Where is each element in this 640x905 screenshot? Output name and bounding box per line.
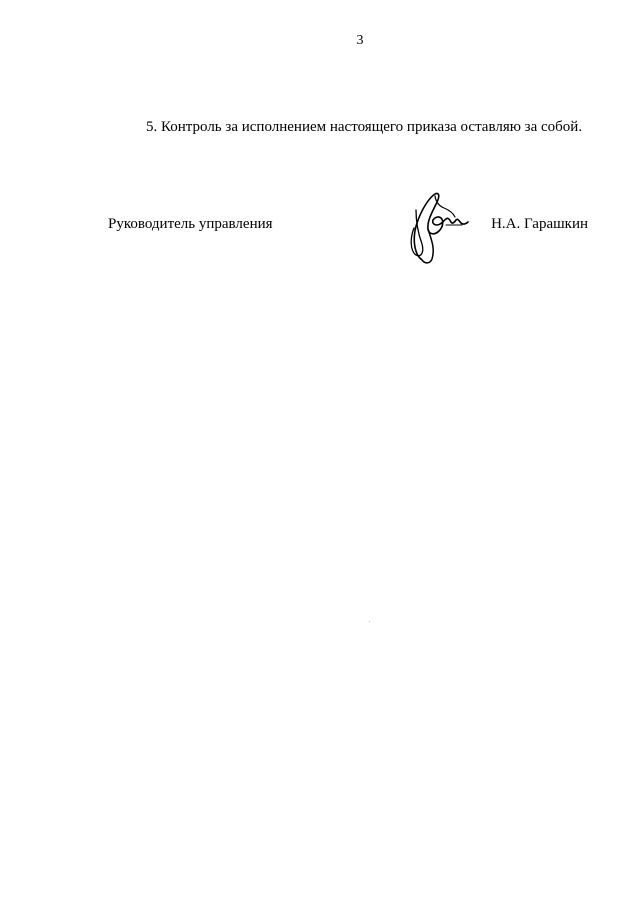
- signatory-name: Н.А. Гарашкин: [491, 216, 588, 232]
- signatory-position: Руководитель управления: [108, 216, 273, 232]
- paragraph-item-5: 5. Контроль за исполнением настоящего приказа оставляю за собой.: [146, 119, 583, 135]
- page-number: 3: [356, 33, 364, 48]
- signature-block: [108, 214, 596, 274]
- scan-speck: [369, 621, 370, 622]
- handwritten-signature: [404, 186, 474, 266]
